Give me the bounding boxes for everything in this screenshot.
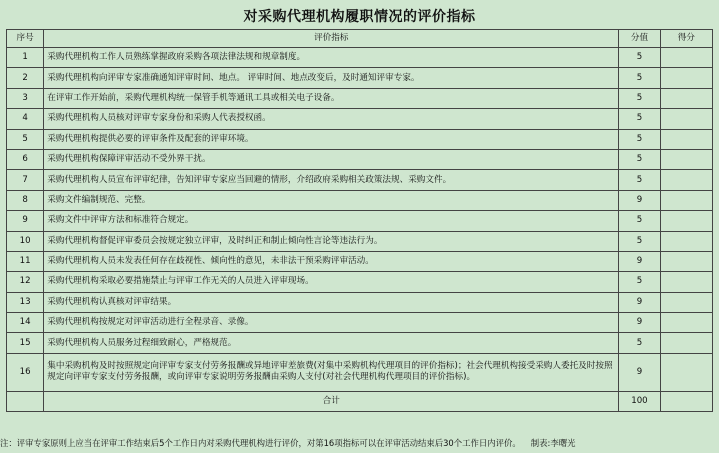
row-score: 5 [619, 129, 660, 149]
row-score: 5 [619, 272, 660, 292]
row-obtained[interactable] [660, 170, 712, 190]
row-indicator: 采购代理机构工作人员熟练掌握政府采购各项法律法规和规章制度。 [44, 48, 619, 68]
table-row [7, 149, 713, 169]
table-row [7, 68, 713, 88]
table-row [7, 190, 713, 210]
total-no-cell [7, 391, 44, 411]
row-score: 5 [619, 149, 660, 169]
row-no: 2 [7, 68, 44, 88]
row-obtained[interactable] [660, 129, 712, 149]
row-indicator: 采购代理机构按规定对评审活动进行全程录音、录像。 [44, 313, 619, 333]
row-score: 5 [619, 333, 660, 353]
row-score: 9 [619, 190, 660, 210]
table-row [7, 88, 713, 108]
header-obtained: 得分 [660, 30, 712, 48]
row-score: 5 [619, 231, 660, 251]
row-no: 12 [7, 272, 44, 292]
row-indicator: 在评审工作开始前，采购代理机构统一保管手机等通讯工具或相关电子设备。 [44, 88, 619, 108]
row-indicator: 采购代理机构采取必要措施禁止与评审工作无关的人员进入评审现场。 [44, 272, 619, 292]
row-no: 9 [7, 211, 44, 231]
row-score: 5 [619, 48, 660, 68]
row-obtained[interactable] [660, 251, 712, 271]
row-indicator: 采购代理机构人员未发表任何存在歧视性、倾向性的意见，未非法干预采购评审活动。 [44, 251, 619, 271]
row-obtained[interactable] [660, 149, 712, 169]
row-score: 5 [619, 68, 660, 88]
row-obtained[interactable] [660, 292, 712, 312]
row-no: 10 [7, 231, 44, 251]
table-row [7, 170, 713, 190]
row-obtained[interactable] [660, 333, 712, 353]
row-no: 3 [7, 88, 44, 108]
total-label: 合计 [44, 391, 619, 411]
row-no: 7 [7, 170, 44, 190]
row-obtained[interactable] [660, 353, 712, 391]
row-obtained[interactable] [660, 109, 712, 129]
row-no: 14 [7, 313, 44, 333]
row-indicator: 采购代理机构向评审专家准确通知评审时间、地点。 评审时间、地点改变后，及时通知评审专家。 [44, 68, 619, 88]
row-no: 15 [7, 333, 44, 353]
row-score: 5 [619, 211, 660, 231]
table-row [7, 333, 713, 353]
row-obtained[interactable] [660, 88, 712, 108]
footer-note [0, 437, 719, 449]
row-obtained[interactable] [660, 190, 712, 210]
page-title: 对采购代理机构履职情况的评价指标 [243, 9, 476, 25]
row-score: 9 [619, 292, 660, 312]
row-obtained[interactable] [660, 68, 712, 88]
row-score: 5 [619, 88, 660, 108]
row-indicator: 采购代理机构人员核对评审专家身份和采购人代表授权函。 [44, 109, 619, 129]
row-score: 9 [619, 353, 660, 391]
table-row [7, 313, 713, 333]
total-obtained[interactable] [660, 391, 712, 411]
row-indicator: 采购代理机构人员宣布评审纪律，告知评审专家应当回避的情形，介绍政府采购相关政策法规、采购文件。 [44, 170, 619, 190]
total-row [7, 391, 713, 411]
row-indicator: 采购代理机构提供必要的评审条件及配套的评审环境。 [44, 129, 619, 149]
note-text: 注：评审专家原则上应当在评审工作结束后5个工作日内对采购代理机构进行评价，对第16项指标可以在评审活动结束后30个工作日内评价。 [0, 438, 521, 448]
table-row [7, 251, 713, 271]
author-credit: 制表:李曙光 [530, 438, 576, 448]
row-indicator: 采购文件中评审方法和标准符合规定。 [44, 211, 619, 231]
row-no: 1 [7, 48, 44, 68]
row-indicator: 采购代理机构保障评审活动不受外界干扰。 [44, 149, 619, 169]
row-no: 5 [7, 129, 44, 149]
table-row [7, 292, 713, 312]
row-indicator: 采购代理机构认真核对评审结果。 [44, 292, 619, 312]
row-no: 6 [7, 149, 44, 169]
table-row [7, 353, 713, 391]
row-obtained[interactable] [660, 48, 712, 68]
table-row [7, 109, 713, 129]
row-indicator: 采购代理机构督促评审委员会按规定独立评审，及时纠正和制止倾向性言论等违法行为。 [44, 231, 619, 251]
table-header-row [7, 30, 713, 48]
row-obtained[interactable] [660, 272, 712, 292]
table-row [7, 48, 713, 68]
row-no: 8 [7, 190, 44, 210]
row-score: 9 [619, 251, 660, 271]
row-obtained[interactable] [660, 231, 712, 251]
table-row [7, 272, 713, 292]
row-indicator: 采购代理机构人员服务过程细致耐心，严格规范。 [44, 333, 619, 353]
header-no: 序号 [7, 30, 44, 48]
row-indicator: 集中采购机构及时按照规定向评审专家支付劳务报酬或异地评审差旅费(对集中采购机构代理项目的评价指标)；社会代理机构接受采购人委托及时按照规定向评审专家支付劳务报酬，或向评审专家说明劳务报酬由采购人支付(对社会代理机构代理项目的评价指标)。 [44, 353, 619, 391]
header-indicator: 评价指标 [44, 30, 619, 48]
total-score: 100 [619, 391, 660, 411]
table-row [7, 231, 713, 251]
row-no: 13 [7, 292, 44, 312]
evaluation-table [6, 29, 713, 412]
row-indicator: 采购文件编制规范、完整。 [44, 190, 619, 210]
row-no: 4 [7, 109, 44, 129]
row-score: 5 [619, 109, 660, 129]
header-score: 分值 [619, 30, 660, 48]
row-no: 16 [7, 353, 44, 391]
row-score: 9 [619, 313, 660, 333]
row-no: 11 [7, 251, 44, 271]
row-obtained[interactable] [660, 313, 712, 333]
row-obtained[interactable] [660, 211, 712, 231]
table-row [7, 211, 713, 231]
table-row [7, 129, 713, 149]
row-score: 5 [619, 170, 660, 190]
